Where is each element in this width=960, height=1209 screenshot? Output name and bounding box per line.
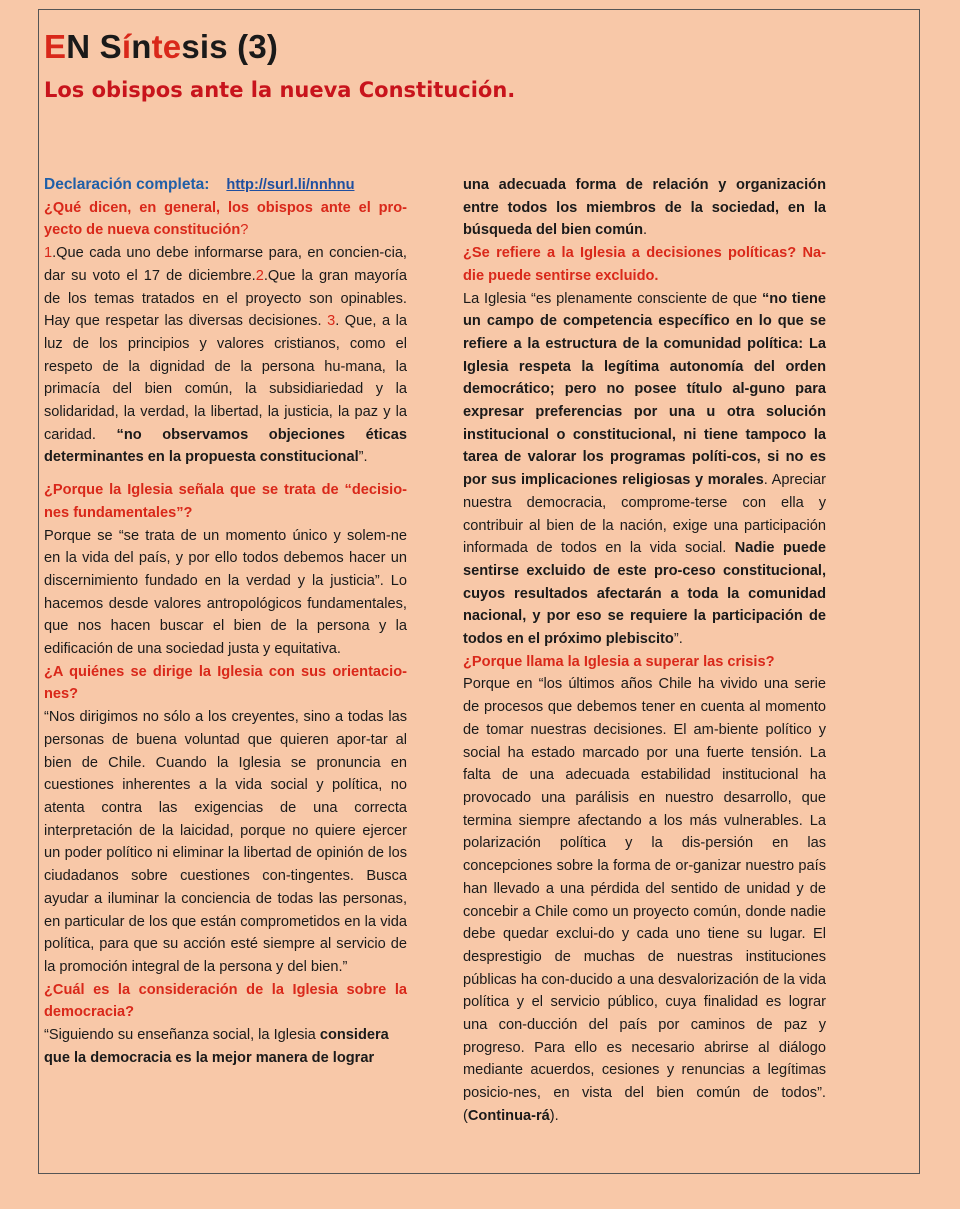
question-heading — [44, 197, 407, 242]
paragraph-text: ”. — [673, 631, 683, 648]
bold-quote: “no observamos objeciones éticas determinantes en la propuesta constitucional — [44, 426, 407, 466]
title-part: E — [44, 28, 67, 65]
declaration-line — [44, 174, 407, 197]
paragraph — [44, 242, 407, 469]
question-text: ¿Qué dicen, en general, los obispos ante el pro-yecto de nueva constitución — [44, 199, 407, 239]
paragraph-text: Porque en “los últimos años Chile ha vivido una serie de procesos que debemos tener en cuenta al momento de tomar nuestras decisiones. El am-biente político y social ha estado marcado por una fuerte tensión. La falta de una adecuada estabilidad institucional ha provocado una parálisis en nuestro desarrollo, que termina siempre afectando a los más vulnerables. La polarización política y la dis-persión en las concepciones sobre la forma de or-ganizar nuestro país han llevado a una pérdida del sentido de unidad y de concebir a Chile como un proyecto común, donde nadie debe quedar exclui-do y cada uno tiene su lugar. El desprestigio de muchas de nuestras instituciones públicas ha con-ducido a una desvalorización de la vida política y el servicio público, cuya finalidad es lograr una con-ducción del país por caminos de paz y progreso. Para ello es necesario abrirse al diálogo mediante acuerdos, cesiones y renuncias a legítimas posicio-nes, en vista del bien común de todos”. ( — [463, 676, 826, 1124]
paragraph-text: . Apreciar nuestra democracia, comprome-terse con ella y contribuir al bien de la nación, exige una participación informada de todos en la vida social. — [463, 472, 826, 557]
title-part: n — [131, 28, 152, 65]
title-part: te — [151, 28, 182, 65]
paragraph-text: La Iglesia “es plenamente consciente de que — [463, 290, 762, 307]
paragraph: “Nos dirigimos no sólo a los creyentes, sino a todas las personas de buena voluntad que quieren apor-tar al bien de Chile. Cuando la Iglesia se pronuncia en cuestiones inherentes a la vida social y política, no atenta contra las exigencias de una correcta interpretación de la laicidad, porque no quiere ejercer un poder político ni eliminar la libertad de opinión de los ciudadanos sobre cuestiones con-tingentes. Busca ayudar a iluminar la conciencia de todas las personas, en particular de los que están comprometidos en la vida política, para que su acción esté siempre al servicio de la promoción integral de la persona y del bien.” — [44, 709, 407, 975]
bold-text: considera que la democracia es la mejor manera de lograr — [44, 1027, 389, 1066]
title-part: s — [181, 28, 200, 65]
title-part: N S — [66, 28, 122, 65]
paragraph-text: . Que, a la luz de los principios y valores cristianos, como el respeto de la dignidad de la persona hu-mana, la primacía del bien común, la subsidiariedad y la solidaridad, la verdad, la libertad, la justicia, la paz y la caridad. — [44, 313, 407, 443]
question-heading: ¿A quiénes se dirige la Iglesia con sus orientacio-nes? — [44, 663, 407, 703]
bold-text: una adecuada forma de relación y organización entre todos los miembros de la sociedad, en la búsqueda del bien común — [463, 177, 826, 239]
item-number: 3 — [327, 313, 336, 330]
left-column — [44, 174, 407, 1069]
paragraph — [463, 174, 826, 242]
paragraph — [463, 673, 826, 1127]
spacer — [44, 469, 407, 479]
title-part: í — [121, 28, 132, 65]
page-subtitle: Los obispos ante la nueva Constitución. — [44, 78, 516, 102]
bold-text: Nadie puede sentirse excluido de este pro-ceso constitucional, cuyos resultados afectarán a toda la comunidad nacional, y por eso se requiere la participación de todos en el próximo plebiscito — [463, 540, 826, 648]
question-heading: ¿Se refiere a la Iglesia a decisiones políticas? Na-die puede sentirse excluido. — [463, 245, 826, 284]
page-title — [44, 28, 278, 66]
title-part: is (3) — [199, 28, 279, 65]
declaration-label: Declaración completa: — [44, 176, 210, 193]
right-column — [463, 174, 826, 1128]
question-heading: ¿Cuál es la consideración de la Iglesia sobre la democracia? — [44, 981, 407, 1021]
item-number: 1 — [44, 245, 53, 262]
item-number: 2 — [255, 267, 264, 284]
paragraph-text: “Siguiendo su enseñanza social, la Iglesia — [44, 1027, 320, 1044]
continued-label: Continua-rá — [467, 1107, 550, 1124]
bold-quote: “no tiene un campo de competencia específico en lo que se refiere a la estructura de la comunidad política: La Iglesia respeta la legítima autonomía del orden democrático; pero no posee título al-guno para expresar preferencias por una u otra solución institucional o constitucional, ni tiene tampoco la tarea de valorar los programas políti-cos, si no es por sus implicaciones religiosas y morales — [463, 290, 826, 489]
paragraph — [44, 1024, 407, 1069]
paragraph-text: .Que cada uno debe informarse para, en concien-cia, dar su voto el 17 de diciembre. — [44, 245, 407, 284]
question-heading: ¿Porque la Iglesia señala que se trata de “decisio-nes fundamentales”? — [44, 482, 407, 521]
paragraph-text: . — [643, 222, 648, 239]
paragraph-text: ). — [549, 1107, 559, 1124]
paragraph — [463, 288, 826, 651]
declaration-link[interactable]: http://surl.li/nnhnu — [226, 177, 355, 193]
question-mark: ? — [240, 222, 249, 239]
paragraph: Porque se “se trata de un momento único y solem-ne en la vida del país, y por ello todos debemos hacer un discernimiento fundado en la verdad y la justicia”. Lo hacemos desde valores antropológicos fundamentales, que nos hacen buscar el bien de la persona y la edificación de una sociedad justa y equitativa. — [44, 527, 407, 658]
paragraph-text: ”. — [358, 449, 368, 466]
paragraph-text: .Que la gran mayoría de los temas tratados en el proyecto son opinables. Hay que respetar las diversas decisiones. — [44, 267, 408, 330]
question-heading: ¿Porque llama la Iglesia a superar las crisis? — [463, 653, 775, 670]
